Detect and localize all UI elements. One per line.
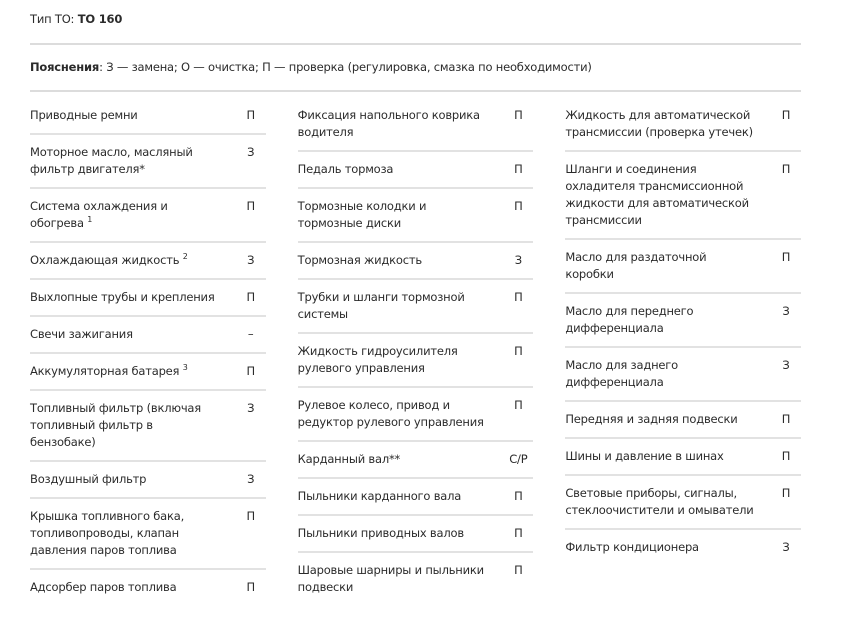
table-row — [298, 189, 534, 243]
item-action: З — [782, 540, 790, 554]
table-row — [565, 530, 801, 565]
table-row — [30, 354, 266, 391]
item-name-text: Жидкость гидроусилителя рулевого управления — [297, 344, 458, 375]
item-name-text: Топливный фильтр (включая топливный фильтр в бензобаке) — [30, 401, 201, 449]
item-action: З — [782, 304, 790, 318]
item-name-text: Жидкость для автоматической трансмиссии (проверка утечек) — [565, 108, 753, 139]
item-action: П — [781, 162, 791, 176]
item-name — [565, 485, 755, 519]
item-name-text: Рулевое колесо, привод и редуктор рулевого управления — [297, 398, 484, 429]
footnote-ref: 1 — [87, 215, 93, 225]
item-action: П — [246, 364, 255, 378]
item-name — [298, 107, 488, 141]
item-action: С/Р — [509, 452, 528, 466]
item-name — [30, 198, 220, 232]
column-2 — [298, 98, 534, 605]
item-name-text: Крышка топливного бака, топливопроводы, клапан давления паров топлива — [30, 509, 185, 557]
table-row — [565, 402, 801, 439]
item-name — [298, 161, 488, 178]
item-action: З — [514, 253, 522, 267]
item-name — [30, 363, 220, 380]
item-name — [298, 562, 488, 596]
item-name — [30, 579, 220, 596]
item-name-text: Тормозные колодки и тормозные диски — [297, 199, 427, 230]
divider — [30, 90, 801, 92]
item-name-text: Выхлопные трубы и крепления — [30, 290, 215, 304]
item-action: П — [246, 580, 255, 594]
item-action: З — [247, 253, 255, 267]
item-name — [30, 508, 220, 559]
item-name — [298, 451, 488, 468]
table-row — [30, 243, 266, 280]
item-name-text: Фиксация напольного коврика водителя — [297, 108, 480, 139]
item-action: З — [247, 472, 255, 486]
item-action: П — [781, 108, 791, 122]
table-row — [30, 98, 266, 135]
item-name — [30, 289, 220, 306]
item-action: П — [514, 489, 523, 503]
type-label: Тип ТО: — [30, 12, 75, 26]
table-row — [298, 553, 534, 605]
item-action: П — [514, 526, 523, 540]
table-row — [565, 240, 801, 294]
item-name — [565, 303, 755, 337]
table-row — [30, 570, 266, 605]
item-name — [298, 397, 488, 431]
item-name-text: Световые приборы, сигналы, стеклоочистители и омыватели — [565, 486, 754, 517]
item-name — [298, 343, 488, 377]
legend-label: Пояснения — [30, 60, 100, 74]
item-name — [298, 252, 488, 269]
item-name-text: Пыльники карданного вала — [297, 489, 462, 503]
item-name-text: Приводные ремни — [30, 108, 138, 122]
item-action: П — [246, 108, 255, 122]
item-name-text: Система охлаждения и обогрева — [30, 199, 168, 230]
table-row — [565, 152, 801, 240]
table-row — [298, 152, 534, 189]
item-name — [565, 411, 755, 428]
item-action: П — [246, 509, 255, 523]
table-row — [298, 280, 534, 334]
type-value: ТО 160 — [77, 12, 123, 26]
item-name — [30, 252, 220, 269]
table-row — [565, 476, 801, 530]
table-row — [30, 391, 266, 462]
item-name-text: Аккумуляторная батарея — [30, 364, 180, 378]
item-name — [298, 488, 488, 505]
table-row — [30, 499, 266, 570]
item-name-text: Шланги и соединения охладителя трансмиссионной жидкости для автоматической трансмиссии — [565, 162, 749, 227]
item-action: П — [514, 398, 523, 412]
item-name-text: Шины и давление в шинах — [565, 449, 724, 463]
table-row — [298, 98, 534, 152]
item-action: П — [781, 250, 791, 264]
item-action: П — [781, 486, 791, 500]
item-action: П — [514, 199, 523, 213]
columns — [30, 98, 801, 605]
table-row — [30, 280, 266, 317]
item-name — [565, 161, 755, 229]
item-name-text: Тормозная жидкость — [297, 253, 422, 267]
item-name-text: Масло для заднего дифференциала — [565, 358, 678, 389]
item-action: П — [246, 290, 255, 304]
item-action: П — [514, 290, 523, 304]
item-name-text: Масло для раздаточной коробки — [565, 250, 707, 281]
item-name — [565, 448, 755, 465]
divider — [30, 43, 801, 45]
item-action: З — [247, 145, 255, 159]
item-name — [30, 144, 220, 178]
item-name — [30, 326, 220, 343]
table-row — [298, 334, 534, 388]
footnote-ref: 2 — [182, 252, 188, 262]
item-action: – — [247, 327, 254, 341]
item-name-text: Передняя и задняя подвески — [565, 412, 738, 426]
table-row — [298, 442, 534, 479]
item-name-text: Масло для переднего дифференциала — [565, 304, 694, 335]
item-name — [565, 249, 755, 283]
item-action: П — [246, 199, 255, 213]
maintenance-type — [30, 11, 122, 28]
item-action: П — [514, 344, 523, 358]
column-3 — [565, 98, 801, 605]
item-name — [565, 539, 755, 556]
item-action: П — [514, 108, 523, 122]
item-action: П — [514, 563, 523, 577]
item-name — [565, 357, 755, 391]
table-row — [298, 388, 534, 442]
item-name-text: Фильтр кондиционера — [565, 540, 699, 554]
footnote-ref: 3 — [182, 363, 188, 373]
legend-text: : З — замена; О — очистка; П — проверка (регулировка, смазка по необходимости) — [99, 60, 592, 74]
item-name-text: Педаль тормоза — [297, 162, 394, 176]
item-name-text: Карданный вал** — [297, 452, 401, 466]
item-name — [30, 400, 220, 451]
table-row — [30, 135, 266, 189]
item-action: З — [247, 401, 255, 415]
item-name — [30, 471, 220, 488]
table-row — [30, 462, 266, 499]
table-row — [298, 516, 534, 553]
item-name — [565, 107, 755, 141]
table-row — [298, 243, 534, 280]
item-name-text: Шаровые шарниры и пыльники подвески — [297, 563, 484, 594]
table-row — [30, 189, 266, 243]
item-action: П — [781, 412, 791, 426]
item-name — [30, 107, 220, 124]
table-row — [565, 98, 801, 152]
item-name-text: Пыльники приводных валов — [297, 526, 464, 540]
item-action: П — [514, 162, 523, 176]
table-row — [565, 439, 801, 476]
item-name-text: Охлаждающая жидкость — [30, 253, 180, 267]
table-row — [565, 294, 801, 348]
item-name-text: Свечи зажигания — [30, 327, 133, 341]
table-row — [30, 317, 266, 354]
item-name-text: Трубки и шланги тормозной системы — [297, 290, 465, 321]
item-name — [298, 525, 488, 542]
item-name-text: Моторное масло, масляный фильтр двигателя* — [30, 145, 193, 176]
item-action: П — [781, 449, 791, 463]
legend — [30, 59, 592, 76]
item-action: З — [782, 358, 790, 372]
item-name-text: Воздушный фильтр — [30, 472, 147, 486]
item-name-text: Адсорбер паров топлива — [30, 580, 177, 594]
item-name — [298, 198, 488, 232]
table-row — [298, 479, 534, 516]
table-row — [565, 348, 801, 402]
item-name — [298, 289, 488, 323]
column-1 — [30, 98, 266, 605]
